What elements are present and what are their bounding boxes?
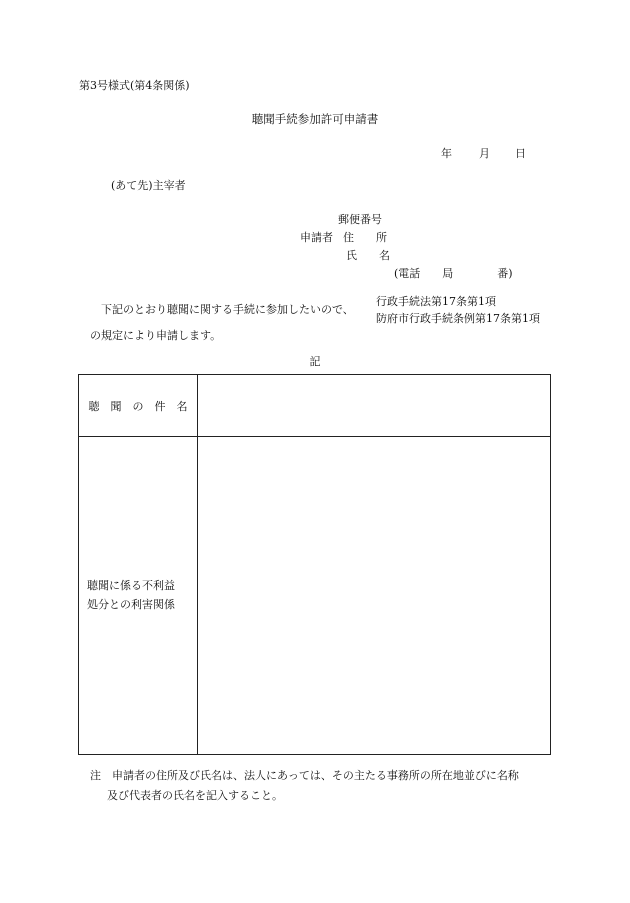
date-day: 日 [515,147,526,160]
table-row [79,437,551,755]
form-number: 第3号様式(第4条関係) [79,79,190,92]
interest-relation-label-line1: 聴聞に係る不利益 [87,579,175,593]
hearing-subject-field[interactable] [198,375,551,437]
applicant-address-row [300,232,387,243]
date-line [441,148,526,159]
document-title: 聴聞手続参加許可申請書 [251,112,379,126]
name-label: 氏 名 [346,249,390,262]
body-closing: の規定により申請します。 [90,329,222,342]
date-year: 年 [441,147,452,160]
law-reference-1: 行政手続法第17条第1項 [376,295,496,308]
note-line-1: 注 申請者の住所及び氏名は、法人にあっては、その主たる事務所の所在地並びに名称 [90,769,519,782]
table-row [79,375,551,437]
law-reference-2: 防府市行政手続条例第17条第1項 [376,312,540,325]
postal-code-label: 郵便番号 [338,213,382,226]
hearing-subject-label: 聴 聞 の 件 名 [79,375,198,437]
address-label: 住 所 [343,231,387,244]
phone-label: (電話 局 番) [394,267,513,280]
interest-relation-field[interactable] [198,437,551,755]
date-month: 月 [479,147,490,160]
interest-relation-label-line2: 処分との利害関係 [87,597,175,611]
application-table [78,374,551,755]
ki-heading: 記 [309,355,321,368]
interest-relation-label [79,437,198,755]
body-intro: 下記のとおり聴聞に関する手続に参加したいので、 [101,303,354,316]
note-line-2: 及び代表者の氏名を記入すること。 [107,789,283,802]
addressee: (あて先)主宰者 [111,179,186,192]
applicant-label: 申請者 [300,231,333,244]
